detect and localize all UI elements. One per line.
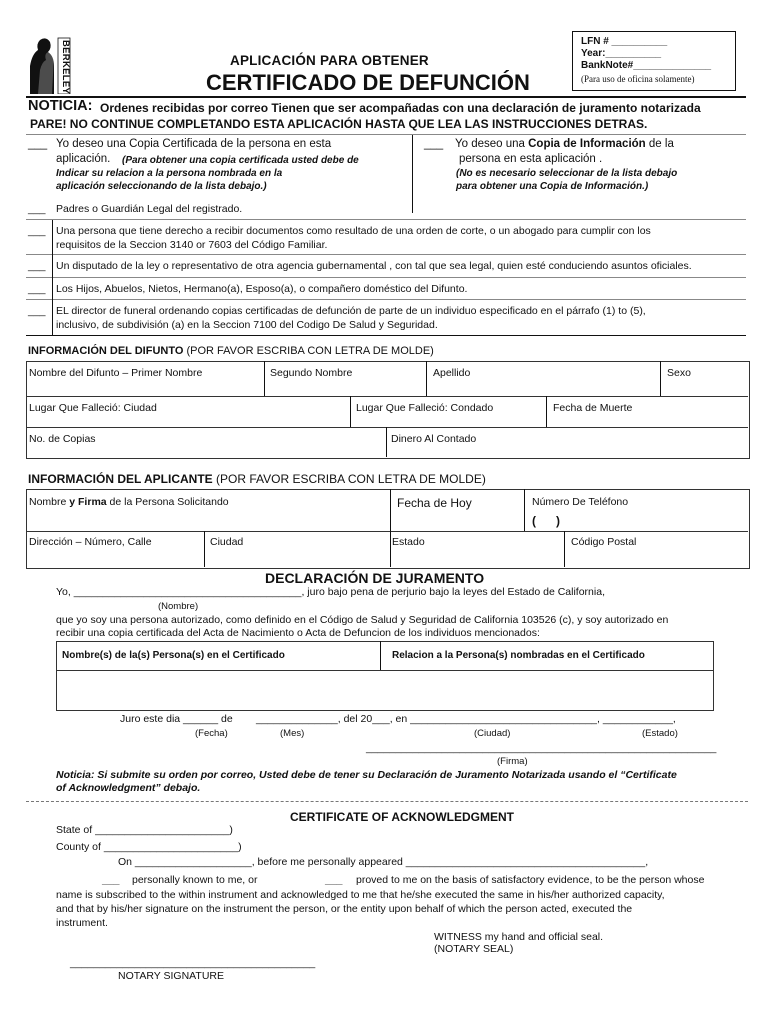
- cash-field[interactable]: Dinero Al Contado: [391, 433, 477, 445]
- relationship-item: EL director de funeral ordenando copias certificadas de defunción de parte de un individuo especificado en el párrafo (1) to (5),: [56, 305, 646, 317]
- decedent-sex-field[interactable]: Sexo: [667, 367, 691, 379]
- death-date-field[interactable]: Fecha de Muerte: [553, 402, 633, 414]
- divider: [660, 361, 661, 396]
- declaration-line-1[interactable]: Yo, _______________________________________, juro bajo pena de perjurio bajo la leyes del Estado de California,: [56, 586, 605, 598]
- page-title: CERTIFICADO DE DEFUNCIÓN: [206, 70, 530, 95]
- date-caption: (Fecha): [195, 728, 228, 739]
- year-field: Year:__________: [581, 48, 662, 59]
- divider: [26, 335, 746, 336]
- decedent-section-title: INFORMACIÓN DEL DIFUNTO (POR FAVOR ESCRIBA CON LETRA DE MOLDE): [28, 345, 434, 357]
- phone-area-code: ( ): [532, 514, 560, 528]
- divider: [350, 396, 351, 427]
- relationship-checkbox[interactable]: ___: [28, 260, 46, 272]
- declaration-line-2: que yo soy una persona autorizado, como definido en el Código de Salud y Seguridad de California 103526 (c), y soy autorizado en: [56, 614, 669, 626]
- mail-notice-2: of Acknowledgment” debajo.: [56, 782, 201, 794]
- certified-copy-label-2: aplicación.: [56, 153, 111, 165]
- office-use-note: (Para uso de oficina solamente): [581, 74, 695, 84]
- acknowledgment-title: CERTIFICATE OF ACKNOWLEDGMENT: [290, 810, 514, 824]
- city-field[interactable]: Ciudad: [210, 536, 244, 548]
- divider: [204, 531, 205, 567]
- notary-seal-text: (NOTARY SEAL): [434, 943, 514, 955]
- divider: [26, 277, 746, 278]
- state-field[interactable]: Estado: [392, 536, 425, 548]
- divider: [26, 531, 748, 532]
- cut-line: [26, 801, 748, 802]
- notice-label: NOTICIA:: [28, 98, 93, 114]
- zip-field[interactable]: Código Postal: [571, 536, 637, 548]
- mail-notice: Noticia: Si submite su orden por correo, Usted debe de tener su Declaración de Juramento Notarizada usando el “Certificate: [56, 769, 677, 781]
- today-date-field[interactable]: Fecha de Hoy: [397, 496, 472, 510]
- signature-caption: (Firma): [497, 756, 528, 767]
- decedent-first-name-field[interactable]: Nombre del Difunto – Primer Nombre: [29, 367, 203, 379]
- personally-known-checkbox[interactable]: ___: [102, 874, 120, 886]
- divider: [524, 489, 525, 531]
- personally-known-label: personally known to me, or: [132, 874, 258, 886]
- relationship-item: Una persona que tiene derecho a recibir documentos como resultado de una orden de corte, o un abogado para cumplir con los: [56, 225, 651, 237]
- notary-signature-label: NOTARY SIGNATURE: [118, 970, 224, 982]
- decedent-last-name-field[interactable]: Apellido: [433, 367, 471, 379]
- relationship-item: Padres o Guardián Legal del registrado.: [56, 203, 243, 215]
- ack-body-3: instrument.: [56, 917, 108, 929]
- relationship-checkbox[interactable]: ___: [28, 305, 46, 317]
- sworn-date-line[interactable]: Juro este dia ______ de: [120, 713, 233, 725]
- certified-copy-label: Yo deseo una Copia Certificada de la persona en esta: [56, 138, 332, 150]
- copies-field[interactable]: No. de Copias: [29, 433, 96, 445]
- stop-warning: PARE! NO CONTINUE COMPLETANDO ESTA APLICACIÓN HASTA QUE LEA LAS INSTRUCCIONES DETRAS.: [30, 117, 648, 131]
- death-city-field[interactable]: Lugar Que Falleció: Ciudad: [29, 402, 157, 414]
- relationship-item-cont: inclusivo, de subdivisión (a) en la Seccion 7100 del Codigo De Salud y Seguridad.: [56, 319, 438, 331]
- divider: [56, 670, 714, 671]
- witness-text: WITNESS my hand and official seal.: [434, 931, 604, 943]
- info-copy-label: Yo deseo una Copia de Información de la: [455, 138, 674, 150]
- sworn-place-line[interactable]: ______________, del 20___, en ________________________________, ____________,: [256, 713, 676, 725]
- relationship-checkbox[interactable]: ___: [28, 283, 46, 295]
- divider: [264, 361, 265, 396]
- applicant-name-signature-field[interactable]: Nombre y Firma de la Persona Solicitando: [29, 496, 229, 508]
- notice-text: Ordenes recibidas por correo Tienen que ser acompañadas con una declaración de juramento notarizada: [100, 101, 701, 115]
- relationship-checkbox[interactable]: ___: [28, 203, 46, 215]
- ack-body-2: and that by his/her signature on the instrument the person, or the entity upon behalf of which the person acted, executed the: [56, 903, 633, 915]
- death-county-field[interactable]: Lugar Que Falleció: Condado: [356, 402, 494, 414]
- divider: [26, 219, 746, 220]
- divider: [546, 396, 547, 427]
- divider: [380, 641, 381, 670]
- divider: [26, 254, 746, 255]
- divider: [386, 427, 387, 457]
- divider: [26, 96, 746, 98]
- logo-text: BERKELEY: [60, 40, 71, 95]
- divider: [26, 396, 748, 397]
- divider: [390, 489, 391, 567]
- lfn-field: LFN # __________: [581, 36, 668, 47]
- certified-copy-note-3: aplicación seleccionando de la lista debajo.): [56, 181, 267, 192]
- decedent-middle-name-field[interactable]: Segundo Nombre: [270, 367, 353, 379]
- divider: [412, 135, 413, 213]
- relationship-item: Un disputado de la ley o representativo de otra agencia gubernamental , con tal que sea legal, quien esté conduciendo asuntos oficiales.: [56, 260, 692, 272]
- divider: [26, 427, 748, 428]
- page-subtitle: APLICACIÓN PARA OBTENER: [230, 53, 429, 68]
- phone-field[interactable]: Número De Teléfono: [532, 496, 629, 508]
- name-caption: (Nombre): [158, 601, 199, 612]
- certified-copy-note: (Para obtener una copia certificada usted debe de: [122, 155, 359, 166]
- banknote-field: BankNote#______________: [581, 60, 712, 71]
- declaration-line-3: recibir una copia certificada del Acta de Nacimiento o Acta de Defuncion de los individuos mencionados:: [56, 627, 540, 639]
- notary-signature-line[interactable]: __________________________________________: [70, 957, 316, 969]
- applicant-section-title: INFORMACIÓN DEL APLICANTE (POR FAVOR ESCRIBA CON LETRA DE MOLDE): [28, 472, 486, 486]
- ack-body-1: name is subscribed to the within instrument and acknowledged to me that he/she executed the same in his/her authorized capacity,: [56, 889, 665, 901]
- state-caption: (Estado): [642, 728, 678, 739]
- office-use-box: [572, 31, 736, 91]
- info-copy-label-2: persona en esta aplicación .: [459, 153, 603, 165]
- divider: [426, 361, 427, 396]
- satisfactory-evidence-checkbox[interactable]: ___: [325, 874, 343, 886]
- ack-county-field[interactable]: County of _______________________): [56, 841, 242, 853]
- address-field[interactable]: Dirección – Número, Calle: [29, 536, 152, 548]
- declaration-title: DECLARACIÓN DE JURAMENTO: [265, 570, 485, 586]
- ack-on-line[interactable]: On ____________________, before me personally appeared _________________________________________,: [118, 856, 649, 868]
- month-caption: (Mes): [280, 728, 305, 739]
- divider: [26, 299, 746, 300]
- relation-col-header: Relacion a la Persona(s) nombradas en el Certificado: [392, 650, 645, 661]
- divider: [52, 220, 53, 335]
- berkeley-logo: [28, 36, 72, 94]
- relationship-checkbox[interactable]: ___: [28, 225, 46, 237]
- relationship-item-cont: requisitos de la Seccion 3140 or 7603 del Código Familiar.: [56, 239, 328, 251]
- info-copy-checkbox[interactable]: ___: [424, 138, 444, 150]
- relationship-item: Los Hijos, Abuelos, Nietos, Hermano(a), Esposo(a), o compañero doméstico del Difunto.: [56, 283, 468, 295]
- certified-copy-note-2: Indicar su relacion a la persona nombrada en la: [56, 168, 283, 179]
- info-copy-note: (No es necesario seleccionar de la lista debajo: [456, 168, 678, 179]
- ack-state-field[interactable]: State of _______________________): [56, 824, 233, 836]
- divider: [26, 134, 746, 135]
- persons-col-header: Nombre(s) de la(s) Persona(s) en el Certificado: [62, 650, 285, 661]
- info-copy-note-2: para obtener una Copia de Información.): [456, 181, 649, 192]
- certified-copy-checkbox[interactable]: ___: [28, 138, 48, 150]
- signature-line[interactable]: ____________________________________________________________: [366, 742, 717, 754]
- divider: [564, 531, 565, 567]
- city-caption: (Ciudad): [474, 728, 511, 739]
- satisfactory-evidence-label: proved to me on the basis of satisfactory evidence, to be the person whose: [356, 874, 705, 886]
